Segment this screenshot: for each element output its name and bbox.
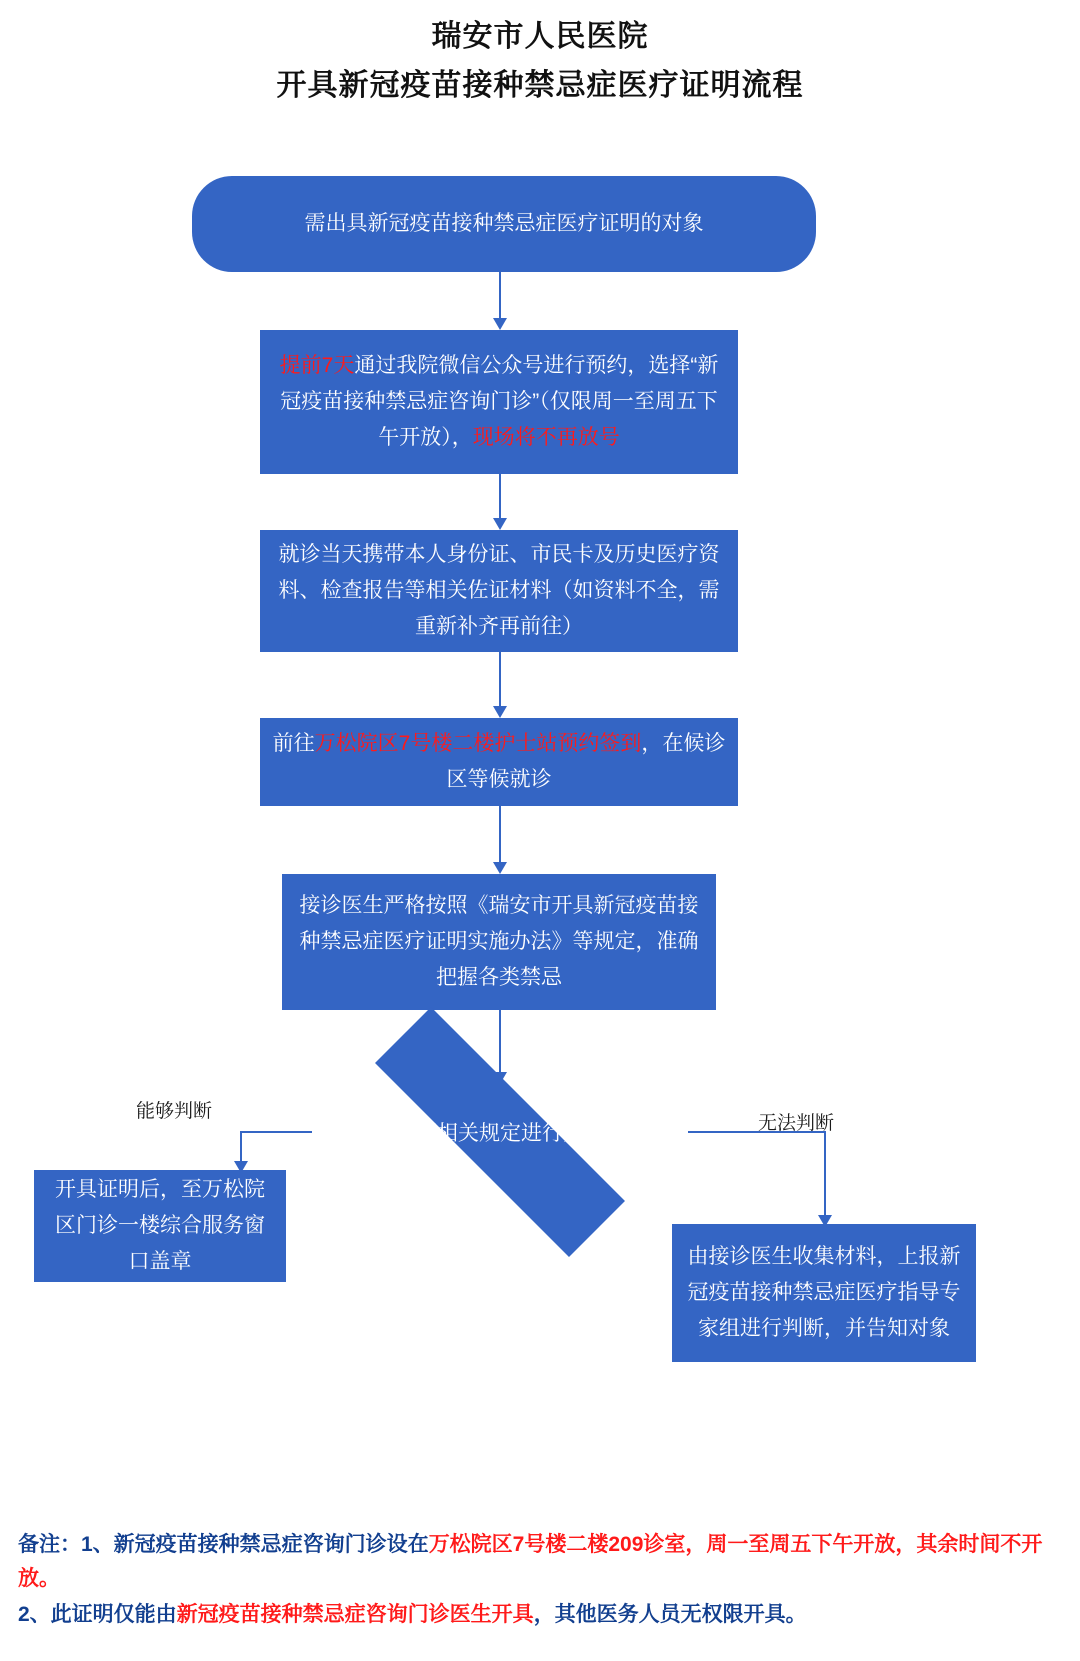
flowchart-title: 开具新冠疫苗接种禁忌症医疗证明流程 [276,69,804,102]
connector-step2-to-step3 [499,652,501,708]
connector-start-to-step1 [499,272,501,320]
node-step3-highlight: 万松院区7号楼二楼护士站预约签到 [314,732,642,755]
hospital-name: 瑞安市人民医院 [431,20,649,53]
footnote-2-text-2: ，其他医务人员无权限开具。 [533,1603,807,1626]
node-step1-highlight-2: 现场将不再放号 [472,426,620,449]
connector-decision-left [240,1131,312,1133]
node-decision [306,1076,694,1188]
connector-step3-to-step4 [499,806,501,864]
node-step1 [260,330,738,474]
footnote-2 [18,1598,1064,1632]
node-step3-text-1: 前往 [272,732,315,755]
node-step3 [260,718,738,806]
connector-decision-left-down [240,1131,242,1165]
node-branch-right [672,1224,976,1362]
arrowhead-step3 [493,706,507,718]
node-branch-left [34,1170,286,1282]
node-step2 [260,530,738,652]
node-step3-text-2: ，在候诊区等候就诊 [446,732,726,791]
connector-step4-to-decision [499,1010,501,1076]
node-step4 [282,874,716,1010]
node-step1-text: 通过我院微信公众号进行预约，选择“新冠疫苗接种禁忌症咨询门诊”（仅限周一至周五下午开放）， [280,354,719,449]
node-start-label: 需出具新冠疫苗接种禁忌症医疗证明的对象 [304,212,704,235]
footnote-2-text-1: 2、此证明仅能由 [18,1603,177,1626]
node-step1-highlight-1: 提前7天 [279,354,355,377]
page-title [0,14,1080,112]
node-branch-right-label: 由接诊医生收集材料，上报新冠疫苗接种禁忌症医疗指导专家组进行判断，并告知对象 [687,1245,961,1340]
edge-label-right: 无法判断 [758,1113,835,1134]
arrowhead-step4 [493,862,507,874]
edge-label-left: 能够判断 [136,1101,213,1122]
node-step2-label: 就诊当天携带本人身份证、市民卡及历史医疗资料、检查报告等相关佐证材料（如资料不全，需重新补齐再前往） [278,543,720,638]
connector-decision-right-down [824,1131,826,1219]
footnote-1 [18,1528,1064,1596]
footnote-2-highlight: 新冠疫苗接种禁忌症咨询门诊医生开具 [176,1603,534,1626]
footnote-1-text: 备注：1、新冠疫苗接种禁忌症咨询门诊设在 [18,1533,429,1556]
node-step3-label [272,726,726,798]
node-decision-label: 根据相关规定进行判断 [395,1122,605,1145]
arrowhead-step2 [493,518,507,530]
footnote-1-highlight: 万松院区7号楼二楼209诊室，周一至周五下午开放，其余时间不开放。 [18,1533,1043,1590]
node-step1-label [272,348,726,456]
footnotes [18,1528,1064,1634]
arrowhead-step1 [493,318,507,330]
node-branch-left-label: 开具证明后，至万松院区门诊一楼综合服务窗口盖章 [55,1178,265,1273]
node-start [192,176,816,272]
connector-step1-to-step2 [499,474,501,520]
node-step4-label: 接诊医生严格按照《瑞安市开具新冠疫苗接种禁忌症医疗证明实施办法》等规定，准确把握各类禁忌 [299,894,699,989]
